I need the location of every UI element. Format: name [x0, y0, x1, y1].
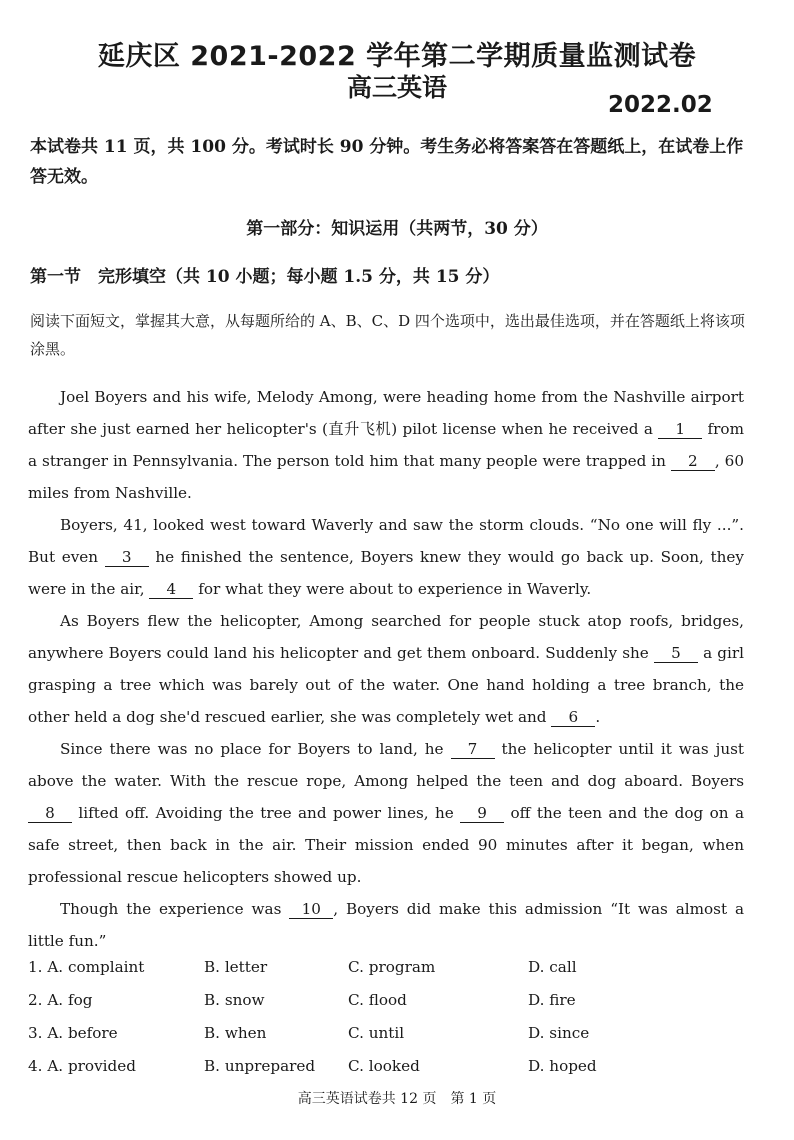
- blank-2: 2: [671, 452, 715, 471]
- passage-text: Boyers, 41, looked west toward Waverly and saw the storm clouds. “No one will fly ...”. But even: [28, 516, 744, 566]
- option-d: D. call: [528, 958, 577, 976]
- option-c: C. flood: [348, 991, 407, 1009]
- blank-3: 3: [105, 548, 149, 567]
- blank-10: 10: [289, 900, 333, 919]
- blank-8: 8: [28, 804, 72, 823]
- option-c: C. until: [348, 1024, 405, 1042]
- question-options: [28, 958, 768, 1090]
- passage-text: , Boyers did make this admission “It was almost a little fun.”: [28, 900, 745, 950]
- option-a: 2. A. fog: [28, 991, 93, 1009]
- option-a: 3. A. before: [28, 1024, 118, 1042]
- passage-text: off the teen and the dog on a safe street, then back in the air. Their mission ended 90 minutes after it began, when professional rescue helicopters showed up.: [28, 804, 744, 886]
- passage-text: he finished the sentence, Boyers knew they would go back up. Soon, they were in the air,: [28, 548, 744, 598]
- option-b: B. unprepared: [204, 1057, 316, 1075]
- option-d: D. hoped: [528, 1057, 597, 1075]
- question-row-1: [28, 958, 768, 991]
- passage-paragraph-3: [28, 605, 744, 733]
- section-title: 第一节 完形填空（共 10 小题；每小题 1.5 分，共 15 分）: [30, 267, 500, 287]
- blank-9: 9: [460, 804, 504, 823]
- cloze-passage: [28, 381, 744, 957]
- option-d: D. since: [528, 1024, 590, 1042]
- option-c: C. looked: [348, 1057, 420, 1075]
- section-instructions: 阅读下面短文，掌握其大意，从每题所给的 A、B、C、D 四个选项中，选出最佳选项，并在答题纸上将该项涂黑。: [30, 312, 745, 358]
- exam-notice: 本试卷共 11 页，共 100 分。考试时长 90 分钟。考生务必将答案答在答题纸上，在试卷上作答无效。: [30, 137, 744, 187]
- option-a: 4. A. provided: [28, 1057, 136, 1075]
- blank-1: 1: [658, 420, 702, 439]
- option-a: 1. A. complaint: [28, 958, 145, 976]
- blank-4: 4: [149, 580, 193, 599]
- blank-5: 5: [654, 644, 698, 663]
- passage-text: .: [595, 708, 601, 726]
- question-row-2: [28, 991, 768, 1024]
- passage-text: lifted off. Avoiding the tree and power lines, he: [72, 804, 461, 822]
- option-d: D. fire: [528, 991, 576, 1009]
- option-b: B. snow: [204, 991, 265, 1009]
- passage-text: , 60 miles from Nashville.: [28, 452, 744, 502]
- passage-text: for what they were about to experience in Waverly.: [193, 580, 592, 598]
- passage-paragraph-4: [28, 733, 744, 893]
- question-row-4: [28, 1057, 768, 1090]
- passage-paragraph-5: [28, 893, 744, 957]
- passage-paragraph-2: [28, 509, 744, 605]
- blank-7: 7: [451, 740, 495, 759]
- passage-text: Though the experience was: [60, 900, 290, 918]
- exam-title: 延庆区 2021-2022 学年第二学期质量监测试卷: [97, 41, 697, 72]
- passage-text: a girl grasping a tree which was barely out of the water. One hand holding a tree branch, the other held a dog she'd rescued earlier, she was completely wet and: [28, 644, 744, 726]
- blank-6: 6: [551, 708, 595, 727]
- passage-text: Since there was no place for Boyers to land, he: [60, 740, 451, 758]
- question-row-3: [28, 1024, 768, 1057]
- passage-text: Joel Boyers and his wife, Melody Among, were heading home from the Nashville airport after she just earned her helicopter's (直升飞机) pilot license when he received a: [28, 388, 744, 438]
- exam-date: 2022.02: [608, 92, 713, 118]
- option-b: B. when: [204, 1024, 267, 1042]
- passage-text: the helicopter until it was just above the water. With the rescue rope, Among helped the teen and dog aboard. Boyers: [28, 740, 745, 790]
- exam-subtitle: 高三英语: [346, 73, 447, 102]
- passage-text: from a stranger in Pennsylvania. The person told him that many people were trapped in: [28, 420, 744, 470]
- option-c: C. program: [348, 958, 436, 976]
- passage-text: As Boyers flew the helicopter, Among searched for people stuck atop roofs, bridges, anywhere Boyers could land his helicopter and get them onboard. Suddenly she: [28, 612, 744, 662]
- part-title: 第一部分：知识运用（共两节，30 分）: [246, 219, 548, 239]
- page-footer: 高三英语试卷共 12 页 第 1 页: [297, 1091, 497, 1107]
- option-b: B. letter: [204, 958, 268, 976]
- passage-paragraph-1: [28, 381, 744, 509]
